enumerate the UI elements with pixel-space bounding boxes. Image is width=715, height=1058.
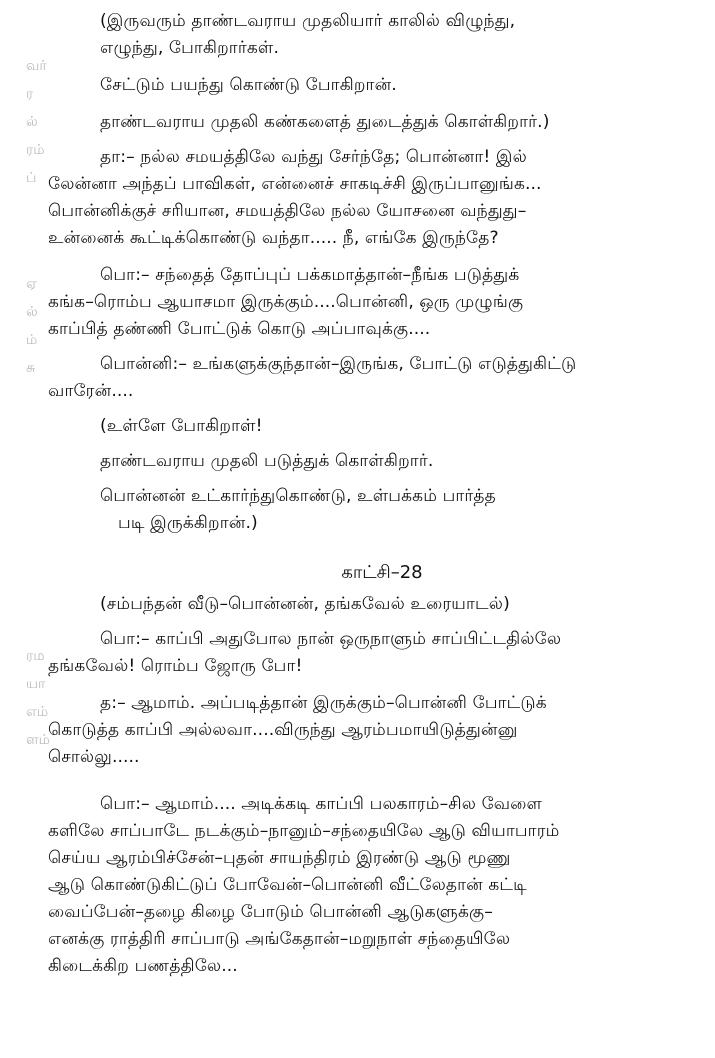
- bleed-through-fragment: யா: [26, 676, 46, 692]
- bleed-through-fragment: ரம்: [26, 142, 45, 158]
- dialogue-line: தங்கவேல்! ரொம்ப ஜோரு போ!: [48, 656, 303, 676]
- bleed-through-fragment: எம்: [26, 704, 49, 720]
- scene-heading: காட்சி–28: [341, 562, 423, 583]
- dialogue-line: பொ:– ஆமாம்.... அடிக்கடி காப்பி பலகாரம்–சில வேளை: [100, 794, 543, 814]
- document-body: [48, 8, 676, 980]
- dialogue-line: லேன்னா அந்தப் பாவிகள், என்னைச் சாகடிச்சி இருப்பானுங்க...: [48, 174, 542, 194]
- stage-direction-line: பொன்னன் உட்கார்ந்துகொண்டு, உள்பக்கம் பார்த்த: [100, 486, 496, 506]
- dialogue-line: கிடைக்கிற பணத்திலே...: [48, 956, 238, 976]
- dialogue-line: தா:– நல்ல சமயத்திலே வந்து சேர்ந்தே; பொன்னா! இல்: [100, 147, 527, 167]
- dialogue-line: வாரேன்....: [48, 381, 134, 401]
- dialogue-line: செய்ய ஆரம்பிச்சேன்–புதன் சாயந்திரம் இரண்டு ஆடு மூணு: [48, 848, 511, 868]
- dialogue-line: கங்க–ரொம்ப ஆயாசமா இருக்கும்....பொன்னி, ஒரு முழுங்கு: [48, 292, 524, 312]
- stage-direction-line: தாண்டவராய முதலி கண்களைத் துடைத்துக் கொள்கிறார்.): [100, 112, 550, 132]
- bleed-through-fragment: ரம: [26, 648, 45, 664]
- stage-direction-line: (இருவரும் தாண்டவராய முதலியார் காலில் விழுந்து,: [100, 11, 516, 31]
- stage-direction-line: சேட்டும் பயந்து கொண்டு போகிறான்.: [100, 75, 397, 95]
- bleed-through-fragment: வர்: [26, 58, 47, 74]
- stage-direction-line: படி இருக்கிறான்.): [118, 513, 258, 533]
- dialogue-line: களிலே சாப்பாடே நடக்கும்–நானும்–சந்தையிலே ஆடு வியாபாரம்: [48, 821, 560, 841]
- bleed-through-fragment: சு: [26, 360, 36, 376]
- stage-direction-line: தாண்டவராய முதலி படுத்துக் கொள்கிறார்.: [100, 451, 434, 471]
- stage-direction-line: (உள்ளே போகிறாள்!: [100, 416, 263, 436]
- dialogue-line: த:– ஆமாம். அப்படித்தான் இருக்கும்–பொன்னி போட்டுக்: [100, 693, 547, 713]
- bleed-through-fragment: ல்: [26, 114, 38, 130]
- dialogue-line: பொ:– சந்தைத் தோப்புப் பக்கமாத்தான்–நீங்க படுத்துக்: [100, 265, 520, 285]
- dialogue-line: எனக்கு ராத்திரி சாப்பாடு அங்கேதான்–மறுநாள் சந்தையிலே: [48, 929, 511, 949]
- dialogue-line: ஆடு கொண்டுகிட்டுப் போவேன்–பொன்னி வீட்லேதான் கட்டி: [48, 875, 527, 895]
- dialogue-line: பொன்னி:– உங்களுக்குந்தான்–இருங்க, போட்டு எடுத்துகிட்டு: [100, 354, 577, 374]
- bleed-through-fragment: ஏ: [26, 276, 37, 292]
- dialogue-line: உன்னைக் கூட்டிக்கொண்டு வந்தா..... நீ, எங்கே இருந்தே?: [48, 228, 499, 248]
- bleed-through-fragment: ளம்: [26, 732, 50, 748]
- dialogue-line: கொடுத்த காப்பி அல்லவா....விருந்து ஆரம்பமாயிடுத்துன்னு: [48, 720, 518, 740]
- stage-direction-line: (சம்பந்தன் வீடு–பொன்னன், தங்கவேல் உரையாடல்): [100, 594, 510, 614]
- dialogue-line: காப்பித் தண்ணி போட்டுக் கொடு அப்பாவுக்கு....: [48, 319, 431, 339]
- bleed-through-fragment: ல்: [26, 304, 38, 320]
- dialogue-line: பொன்னிக்குச் சரியான, சமயத்திலே நல்ல யோசனை வந்துது–: [48, 201, 527, 221]
- dialogue-line: சொல்லு.....: [48, 747, 140, 767]
- dialogue-line: பொ:– காப்பி அதுபோல நான் ஒருநாளும் சாப்பிட்டதில்லே: [100, 629, 562, 649]
- stage-direction-line: எழுந்து, போகிறார்கள்.: [100, 38, 279, 58]
- bleed-through-fragment: ம்: [26, 332, 38, 348]
- bleed-through-fragment: ப்: [26, 170, 37, 186]
- bleed-through-fragment: ர: [26, 86, 34, 102]
- dialogue-line: வைப்பேன்–தழை கிழை போடும் பொன்னி ஆடுகளுக்கு–: [48, 902, 493, 922]
